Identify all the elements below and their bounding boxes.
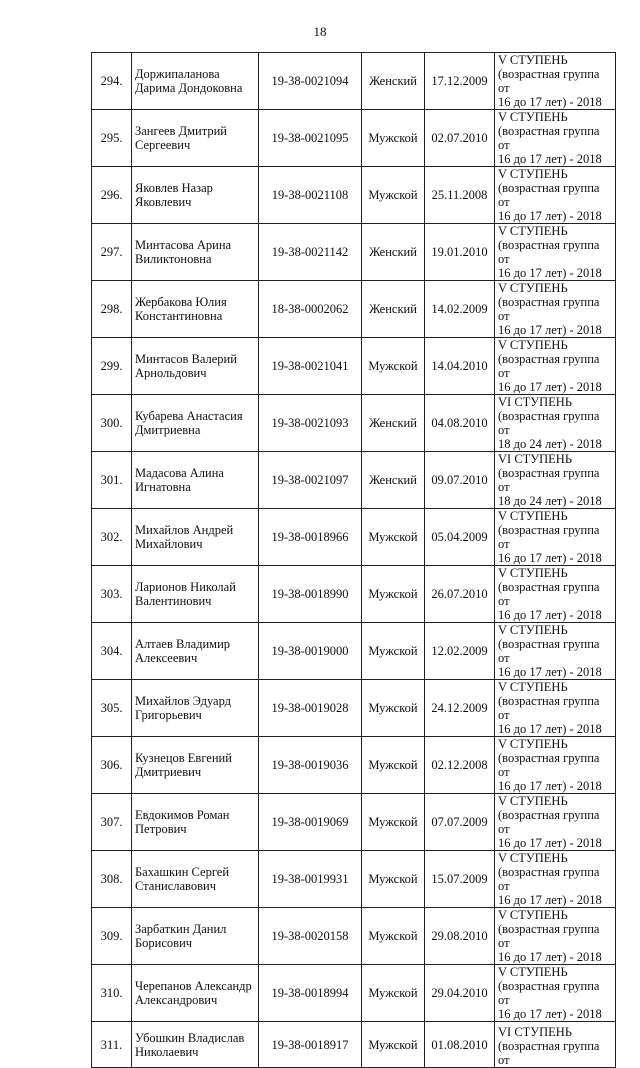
level-cell (495, 965, 616, 1022)
level-line: V СТУПЕНЬ (498, 623, 568, 637)
full-name-line: Зарбаткин Данил (135, 922, 227, 936)
full-name-cell (132, 167, 259, 224)
level-cell (495, 509, 616, 566)
full-name-cell (132, 965, 259, 1022)
table-row (92, 965, 616, 1022)
table-row (92, 224, 616, 281)
full-name-cell (132, 224, 259, 281)
level-line: 16 до 17 лет) - 2018 (498, 950, 602, 964)
participant-id-cell: 19-38-0019069 (259, 794, 362, 851)
birth-date-cell: 14.02.2009 (425, 281, 495, 338)
full-name-cell (132, 851, 259, 908)
level-line: 16 до 17 лет) - 2018 (498, 1007, 602, 1021)
full-name-line: Минтасова Арина (135, 238, 232, 252)
participant-id-cell: 19-38-0018994 (259, 965, 362, 1022)
level-cell (495, 794, 616, 851)
gender-cell: Женский (362, 53, 425, 110)
birth-date-cell: 15.07.2009 (425, 851, 495, 908)
full-name-line: Кузнецов Евгений (135, 751, 232, 765)
level-line: V СТУПЕНЬ (498, 965, 568, 979)
level-line: V СТУПЕНЬ (498, 338, 568, 352)
level-line: V СТУПЕНЬ (498, 737, 568, 751)
full-name-line: Виликтоновна (135, 252, 212, 266)
table-row (92, 566, 616, 623)
participant-id-cell: 19-38-0021041 (259, 338, 362, 395)
table-row (92, 851, 616, 908)
level-line: (возрастная группа от (498, 181, 600, 209)
level-line: 16 до 17 лет) - 2018 (498, 266, 602, 280)
table-row (92, 338, 616, 395)
gender-cell: Мужской (362, 851, 425, 908)
gender-cell: Мужской (362, 1022, 425, 1068)
level-line: (возрастная группа от (498, 979, 600, 1007)
full-name-cell (132, 110, 259, 167)
level-line: V СТУПЕНЬ (498, 167, 568, 181)
full-name-line: Евдокимов Роман (135, 808, 230, 822)
full-name-cell (132, 680, 259, 737)
full-name-line: Зангеев Дмитрий (135, 124, 227, 138)
row-number-cell: 294. (92, 53, 132, 110)
table-row (92, 794, 616, 851)
full-name-line: Арнольдович (135, 366, 207, 380)
level-line: (возрастная группа от (498, 637, 600, 665)
level-line: V СТУПЕНЬ (498, 566, 568, 580)
level-line: 16 до 17 лет) - 2018 (498, 323, 602, 337)
row-number-cell: 298. (92, 281, 132, 338)
full-name-line: Мадасова Алина (135, 466, 224, 480)
level-line: V СТУПЕНЬ (498, 794, 568, 808)
full-name-line: Яковлевич (135, 195, 192, 209)
full-name-cell (132, 509, 259, 566)
level-line: V СТУПЕНЬ (498, 224, 568, 238)
level-line: (возрастная группа от (498, 694, 600, 722)
full-name-line: Николаевич (135, 1044, 199, 1059)
level-line: (возрастная группа от (498, 1039, 600, 1067)
birth-date-cell: 02.12.2008 (425, 737, 495, 794)
full-name-line: Бахашкин Сергей (135, 865, 230, 879)
level-line: (возрастная группа от (498, 67, 600, 95)
full-name-cell (132, 623, 259, 680)
full-name-line: Черепанов Александр (135, 979, 252, 993)
birth-date-cell: 01.08.2010 (425, 1022, 495, 1068)
participant-id-cell: 19-38-0018917 (259, 1022, 362, 1068)
birth-date-cell: 29.04.2010 (425, 965, 495, 1022)
gender-cell: Женский (362, 452, 425, 509)
full-name-line: Сергеевич (135, 138, 191, 152)
participant-id-cell: 19-38-0021142 (259, 224, 362, 281)
row-number-cell: 311. (92, 1022, 132, 1068)
gender-cell: Мужской (362, 623, 425, 680)
table-row (92, 509, 616, 566)
level-cell (495, 851, 616, 908)
table-row (92, 737, 616, 794)
row-number-cell: 310. (92, 965, 132, 1022)
row-number-cell: 300. (92, 395, 132, 452)
table-row (92, 281, 616, 338)
level-line: V СТУПЕНЬ (498, 281, 568, 295)
gender-cell: Мужской (362, 680, 425, 737)
level-cell (495, 680, 616, 737)
full-name-line: Дарима Дондоковна (135, 81, 243, 95)
birth-date-cell: 24.12.2009 (425, 680, 495, 737)
level-line: 16 до 17 лет) - 2018 (498, 722, 602, 736)
full-name-cell (132, 1022, 259, 1068)
gender-cell: Мужской (362, 338, 425, 395)
level-cell (495, 623, 616, 680)
level-cell (495, 167, 616, 224)
participants-table (91, 52, 616, 1068)
gender-cell: Мужской (362, 110, 425, 167)
full-name-line: Ларионов Николай (135, 580, 236, 594)
level-line: (возрастная группа от (498, 580, 600, 608)
level-line: 18 до 24 лет) - 2018 (498, 494, 602, 508)
level-line: V СТУПЕНЬ (498, 53, 568, 67)
participant-id-cell: 19-38-0021094 (259, 53, 362, 110)
level-line: V СТУПЕНЬ (498, 851, 568, 865)
participant-id-cell: 19-38-0019000 (259, 623, 362, 680)
participant-id-cell: 19-38-0021097 (259, 452, 362, 509)
full-name-line: Михайлов Андрей (135, 523, 234, 537)
full-name-line: Константиновна (135, 309, 223, 323)
full-name-line: Станиславович (135, 879, 216, 893)
level-cell (495, 566, 616, 623)
level-line: 16 до 17 лет) - 2018 (498, 608, 602, 622)
level-line: 16 до 17 лет) - 2018 (498, 665, 602, 679)
row-number-cell: 306. (92, 737, 132, 794)
table-row (92, 53, 616, 110)
participant-id-cell: 19-38-0018990 (259, 566, 362, 623)
full-name-line: Борисович (135, 936, 193, 950)
level-cell (495, 110, 616, 167)
gender-cell: Женский (362, 395, 425, 452)
full-name-line: Доржипаланова (135, 67, 220, 81)
gender-cell: Мужской (362, 965, 425, 1022)
participants-table-body (92, 53, 616, 1068)
level-line: (возрастная группа от (498, 124, 600, 152)
level-line: (возрастная группа от (498, 523, 600, 551)
birth-date-cell: 26.07.2010 (425, 566, 495, 623)
level-cell (495, 452, 616, 509)
full-name-cell (132, 794, 259, 851)
table-row (92, 452, 616, 509)
full-name-line: Валентинович (135, 594, 212, 608)
level-line: 18 до 24 лет) - 2018 (498, 437, 602, 451)
birth-date-cell: 07.07.2009 (425, 794, 495, 851)
birth-date-cell: 09.07.2010 (425, 452, 495, 509)
full-name-line: Алексеевич (135, 651, 198, 665)
row-number-cell: 301. (92, 452, 132, 509)
gender-cell: Мужской (362, 509, 425, 566)
gender-cell: Мужской (362, 737, 425, 794)
gender-cell: Мужской (362, 794, 425, 851)
full-name-line: Дмитриевна (135, 423, 201, 437)
gender-cell: Женский (362, 224, 425, 281)
level-line: VI СТУПЕНЬ (498, 395, 573, 409)
birth-date-cell: 14.04.2010 (425, 338, 495, 395)
gender-cell: Мужской (362, 167, 425, 224)
table-row (92, 1022, 616, 1068)
full-name-line: Яковлев Назар (135, 181, 213, 195)
row-number-cell: 296. (92, 167, 132, 224)
page-number: 18 (313, 24, 327, 39)
full-name-line: Михайлов Эдуард (135, 694, 232, 708)
table-row (92, 623, 616, 680)
full-name-cell (132, 281, 259, 338)
level-line: (возрастная группа от (498, 865, 600, 893)
level-line: V СТУПЕНЬ (498, 509, 568, 523)
level-line: VI СТУПЕНЬ (498, 452, 573, 466)
level-line: 16 до 17 лет) - 2018 (498, 209, 602, 223)
participant-id-cell: 19-38-0021108 (259, 167, 362, 224)
full-name-cell (132, 737, 259, 794)
level-cell (495, 908, 616, 965)
participant-id-cell: 18-38-0002062 (259, 281, 362, 338)
participant-id-cell: 19-38-0021095 (259, 110, 362, 167)
level-cell (495, 338, 616, 395)
birth-date-cell: 29.08.2010 (425, 908, 495, 965)
level-line: (возрастная группа от (498, 751, 600, 779)
level-line: 16 до 17 лет) - 2018 (498, 95, 602, 109)
level-line: (возрастная группа от (498, 466, 600, 494)
row-number-cell: 297. (92, 224, 132, 281)
full-name-line: Убошкин Владислав (135, 1030, 245, 1045)
row-number-cell: 299. (92, 338, 132, 395)
full-name-line: Кубарева Анастасия (135, 409, 243, 423)
full-name-line: Алтаев Владимир (135, 637, 231, 651)
level-line: V СТУПЕНЬ (498, 908, 568, 922)
table-row (92, 395, 616, 452)
full-name-line: Петрович (135, 822, 187, 836)
level-line: (возрастная группа от (498, 808, 600, 836)
table-row (92, 110, 616, 167)
level-line: V СТУПЕНЬ (498, 680, 568, 694)
full-name-cell (132, 566, 259, 623)
level-line: (возрастная группа от (498, 238, 600, 266)
participant-id-cell: 19-38-0021093 (259, 395, 362, 452)
row-number-cell: 302. (92, 509, 132, 566)
level-line: (возрастная группа от (498, 409, 600, 437)
level-cell (495, 224, 616, 281)
level-line: V СТУПЕНЬ (498, 110, 568, 124)
level-cell (495, 395, 616, 452)
gender-cell: Мужской (362, 908, 425, 965)
level-line: 16 до 17 лет) - 2018 (498, 152, 602, 166)
row-number-cell: 303. (92, 566, 132, 623)
birth-date-cell: 12.02.2009 (425, 623, 495, 680)
full-name-line: Михайлович (135, 537, 203, 551)
birth-date-cell: 17.12.2009 (425, 53, 495, 110)
level-line: 16 до 17 лет) - 2018 (498, 893, 602, 907)
participant-id-cell: 19-38-0019028 (259, 680, 362, 737)
participant-id-cell: 19-38-0019931 (259, 851, 362, 908)
birth-date-cell: 05.04.2009 (425, 509, 495, 566)
birth-date-cell: 04.08.2010 (425, 395, 495, 452)
full-name-cell (132, 395, 259, 452)
level-line: 16 до 17 лет) - 2018 (498, 551, 602, 565)
full-name-cell (132, 53, 259, 110)
level-line: (возрастная группа от (498, 922, 600, 950)
participant-id-cell: 19-38-0019036 (259, 737, 362, 794)
row-number-cell: 309. (92, 908, 132, 965)
full-name-cell (132, 338, 259, 395)
gender-cell: Мужской (362, 566, 425, 623)
gender-cell: Женский (362, 281, 425, 338)
full-name-cell (132, 452, 259, 509)
level-line: VI СТУПЕНЬ (498, 1025, 573, 1039)
row-number-cell: 308. (92, 851, 132, 908)
level-line: (возрастная группа от (498, 352, 600, 380)
level-line: (возрастная группа от (498, 295, 600, 323)
participant-id-cell: 19-38-0020158 (259, 908, 362, 965)
level-cell (495, 737, 616, 794)
participant-id-cell: 19-38-0018966 (259, 509, 362, 566)
full-name-line: Дмитриевич (135, 765, 202, 779)
level-line: 16 до 17 лет) - 2018 (498, 836, 602, 850)
table-row (92, 167, 616, 224)
row-number-cell: 304. (92, 623, 132, 680)
level-cell (495, 53, 616, 110)
birth-date-cell: 25.11.2008 (425, 167, 495, 224)
full-name-line: Александрович (135, 993, 218, 1007)
row-number-cell: 295. (92, 110, 132, 167)
table-row (92, 680, 616, 737)
level-line: 16 до 17 лет) - 2018 (498, 779, 602, 793)
full-name-line: Игнатовна (135, 480, 191, 494)
full-name-line: Жербакова Юлия (135, 295, 227, 309)
level-cell (495, 281, 616, 338)
level-cell (495, 1022, 616, 1068)
row-number-cell: 305. (92, 680, 132, 737)
full-name-cell (132, 908, 259, 965)
full-name-line: Минтасов Валерий (135, 352, 237, 366)
row-number-cell: 307. (92, 794, 132, 851)
full-name-line: Григорьевич (135, 708, 202, 722)
birth-date-cell: 02.07.2010 (425, 110, 495, 167)
level-line: 16 до 17 лет) - 2018 (498, 380, 602, 394)
birth-date-cell: 19.01.2010 (425, 224, 495, 281)
table-row (92, 908, 616, 965)
